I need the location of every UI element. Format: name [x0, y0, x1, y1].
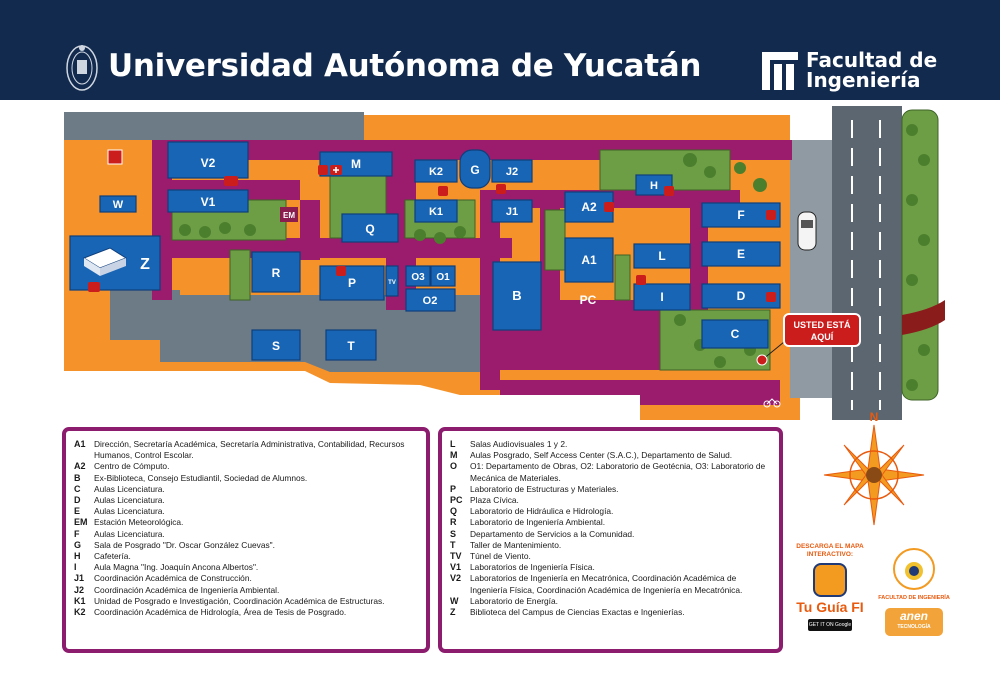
building-label: V1 — [200, 195, 216, 209]
median-green — [902, 110, 938, 400]
sidewalk — [790, 140, 832, 398]
legend-code: I — [74, 562, 77, 573]
legend-panel-left — [62, 427, 430, 653]
you-are-here-line1: USTED ESTÁ — [793, 320, 851, 330]
legend-row — [74, 551, 420, 562]
legend-description: Sala de Posgrado "Dr. Oscar González Cuevas". — [94, 539, 275, 550]
car-icon — [798, 212, 816, 250]
app-name: Tu Guía FI — [796, 599, 864, 615]
legend-row — [74, 596, 420, 607]
building-label: I — [660, 290, 664, 304]
legend-row — [74, 473, 420, 484]
main-road — [832, 106, 902, 420]
legend-row — [74, 506, 420, 517]
university-title: Universidad Autónoma de Yucatán — [108, 48, 702, 84]
legend-code: W — [450, 595, 459, 606]
legend-code: K1 — [74, 595, 86, 606]
legend-code: K2 — [74, 607, 86, 618]
building-label: J1 — [505, 206, 519, 218]
legend-description: Salas Audiovisuales 1 y 2. — [470, 439, 568, 449]
legend-code: R — [450, 517, 457, 528]
building-label: C — [730, 327, 740, 341]
legend-description: Laboratorio de Energía. — [470, 595, 558, 606]
partner-badges — [872, 543, 956, 653]
legend-description: Túnel de Viento. — [470, 551, 531, 562]
faculty-name-line2: Ingeniería — [806, 68, 921, 92]
legend-code: B — [74, 472, 81, 483]
building-label: K1 — [428, 206, 444, 218]
legend-row — [450, 529, 773, 540]
legend-description: Dirección, Secretaría Académica, Secretaría Administrativa, Contabilidad, Recursos Humanos, Control Escolar. — [94, 439, 405, 461]
promo-title — [790, 543, 870, 559]
legend-description: Cafetería. — [94, 551, 131, 562]
legend-description: Plaza Cívica. — [470, 495, 519, 506]
legend-description: Laboratorios de Ingeniería en Mecatrónica, Coordinación Académica de Ingeniería Física, Coordinación Académica de Ingeniería en Mecatrónica. — [470, 573, 743, 595]
building-label: K2 — [428, 166, 444, 178]
legend-code: M — [450, 450, 458, 461]
legend-code: F — [74, 528, 80, 539]
legend-row — [450, 607, 773, 618]
legend-row — [450, 551, 773, 562]
legend-row — [450, 495, 773, 506]
legend-description: Laboratorio de Ingeniería Ambiental. — [470, 517, 606, 528]
you-are-here-line2: AQUÍ — [810, 332, 834, 342]
building-label: H — [650, 180, 658, 192]
building-label: O1 — [436, 272, 450, 283]
legend-code: V1 — [450, 562, 462, 573]
legend-code: Z — [450, 607, 456, 618]
building-label: V2 — [200, 156, 216, 170]
building-label: D — [736, 289, 746, 303]
plaza-civica-label: PC — [579, 293, 597, 307]
building-label: Q — [365, 222, 375, 236]
app-icon[interactable] — [813, 563, 847, 597]
legend-row — [450, 573, 773, 595]
compass-north-label: N — [869, 410, 879, 424]
building-label: E — [736, 247, 746, 261]
legend-panel-right — [438, 427, 783, 653]
building-label: T — [347, 339, 355, 353]
legend-description: Aulas Licenciatura. — [94, 483, 165, 494]
legend-row — [450, 484, 773, 495]
legend-code: E — [74, 506, 81, 517]
google-play-badge[interactable]: GET IT ON Google Play — [808, 619, 852, 631]
legend-row — [450, 540, 773, 551]
building-label: M — [351, 157, 361, 171]
anen-word: anen — [899, 609, 928, 623]
legend-row — [74, 439, 420, 461]
building-label: J2 — [505, 166, 519, 178]
weather-station-icon — [108, 150, 122, 164]
building-label: Z — [140, 256, 150, 273]
legend-row — [74, 540, 420, 551]
legend-description: Coordinación Académica de Ingeniería Ambiental. — [94, 584, 280, 595]
legend-code: V2 — [450, 573, 462, 584]
faculty-logo-icon — [760, 46, 800, 92]
legend-row — [74, 495, 420, 506]
legend-description: O1: Departamento de Obras, O2: Laboratorio de Geotécnia, O3: Laboratorio de Mecánica de Materiales. — [470, 461, 766, 483]
medical-cross-icon — [330, 165, 342, 175]
legend-description: Unidad de Posgrado e Investigación, Coordinación Académica de Estructuras. — [94, 595, 385, 606]
parking-area — [64, 112, 364, 140]
legend-code: P — [450, 483, 457, 494]
building-label: S — [271, 339, 281, 353]
campus-map — [0, 100, 1000, 420]
legend-row — [74, 585, 420, 596]
legend-code: H — [74, 551, 81, 562]
building-label: EM — [283, 211, 295, 220]
promo-line: INTERACTIVO: — [806, 551, 854, 558]
building-label: O2 — [422, 295, 438, 307]
legend-description: Aulas Posgrado, Self Access Center (S.A.C.), Departamento de Salud. — [470, 450, 733, 461]
legend-description: Laboratorio de Hidráulica e Hidrología. — [470, 506, 614, 517]
legend-description: Estación Meteorológica. — [94, 517, 184, 528]
promo-line: DESCARGA EL MAPA — [796, 543, 864, 550]
legend-row — [74, 529, 420, 540]
legend-row — [74, 517, 420, 528]
legend-row — [74, 461, 420, 472]
legend-row — [450, 596, 773, 607]
legend-code: J2 — [74, 584, 85, 595]
legend-code: S — [450, 528, 457, 539]
app-promo — [790, 543, 870, 653]
legend-code: O — [450, 461, 458, 472]
legend-code: D — [74, 495, 81, 506]
legend-description: Departamento de Servicios a la Comunidad. — [470, 528, 635, 539]
building-label: B — [512, 288, 522, 303]
legend-row — [450, 461, 773, 483]
legend-code: PC — [450, 495, 463, 506]
building-label: L — [658, 249, 666, 263]
legend-description: Aula Magna "Ing. Joaquín Ancona Albertos". — [94, 562, 259, 573]
legend-description: Ex-Biblioteca, Consejo Estudiantil, Sociedad de Alumnos. — [94, 472, 308, 483]
legend-code: T — [450, 539, 456, 550]
legend-row — [450, 506, 773, 517]
building-label: O3 — [411, 272, 425, 283]
legend-description: Aulas Licenciatura. — [94, 528, 165, 539]
building-label: A2 — [581, 200, 597, 214]
header-bar — [0, 0, 1000, 100]
legend-row — [450, 450, 773, 461]
legend-row — [450, 562, 773, 573]
legend-row — [74, 607, 420, 618]
legend-code: C — [74, 483, 81, 494]
anen-logo — [885, 608, 943, 636]
legend-code: TV — [450, 551, 462, 562]
legend-description: Coordinación Académica de Hidrología, Área de Tesis de Posgrado. — [94, 607, 347, 618]
legend-row — [450, 517, 773, 528]
building-label: W — [112, 199, 124, 211]
legend-code: G — [74, 539, 82, 550]
building-label: G — [470, 163, 480, 177]
legend-description: Coordinación Académica de Construcción. — [94, 573, 252, 584]
building-label: TV — [388, 280, 396, 286]
legend-row — [74, 562, 420, 573]
legend-description: Laboratorio de Estructuras y Materiales. — [470, 483, 619, 494]
legend-code: A1 — [74, 439, 86, 449]
faculty-badge-icon — [889, 543, 939, 595]
building-label: R — [271, 266, 281, 280]
legend-description: Centro de Cómputo. — [94, 461, 170, 472]
legend-row — [74, 484, 420, 495]
legend-description: Aulas Licenciatura. — [94, 495, 165, 506]
building-label: P — [347, 276, 357, 290]
legend-code: L — [450, 439, 456, 449]
building-label: A1 — [581, 253, 597, 267]
building-label: F — [737, 208, 745, 222]
legend-description: Biblioteca del Campus de Ciencias Exactas e Ingenierías. — [470, 607, 685, 618]
faculty-name-line1: Facultad de — [806, 48, 938, 72]
legend-row — [74, 573, 420, 584]
legend-description: Aulas Licenciatura. — [94, 506, 165, 517]
anen-sub: TECNOLOGÍA — [897, 624, 931, 630]
faculty-name — [806, 50, 937, 90]
legend-code: J1 — [74, 573, 85, 584]
legend-code: A2 — [74, 461, 86, 472]
legend-description: Taller de Mantenimiento. — [470, 539, 562, 550]
legend-code: EM — [74, 517, 88, 528]
compass-icon — [808, 405, 948, 530]
university-seal-icon — [62, 40, 102, 95]
legend-row — [450, 439, 773, 450]
legend-description: Laboratorios de Ingeniería Física. — [470, 562, 595, 573]
legend-code: Q — [450, 506, 458, 517]
faculty-badge-text: FACULTAD DE INGENIERÍA — [878, 595, 950, 601]
